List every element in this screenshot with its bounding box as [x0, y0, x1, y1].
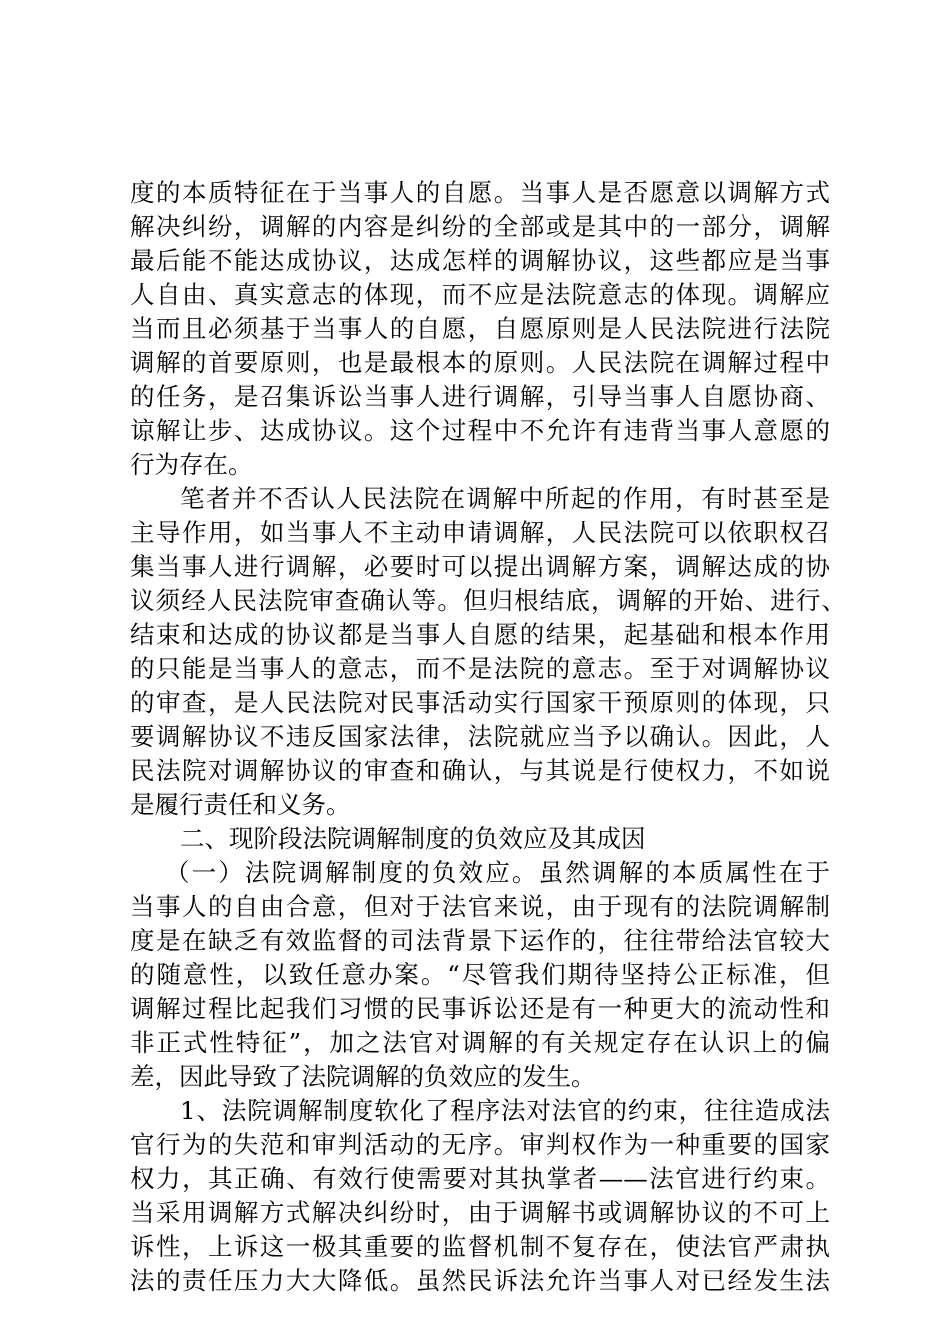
- text-line: 要调解协议不违反国家法律，法院就应当予以确认。因此，人: [130, 722, 830, 751]
- text-line: （一）法院调解制度的负效应。虽然调解的本质属性在于: [165, 858, 830, 887]
- text-line: 谅解让步、达成协议。这个过程中不允许有违背当事人意愿的: [130, 416, 830, 445]
- text-line: 人自由、真实意志的体现，而不应是法院意志的体现。调解应: [130, 280, 830, 309]
- text-line: 民法院对调解协议的审查和确认，与其说是行使权力，不如说: [130, 756, 830, 785]
- text-line: 的只能是当事人的意志，而不是法院的意志。至于对调解协议: [130, 654, 830, 683]
- text-line: 非正式性特征”，加之法官对调解的有关规定存在认识上的偏: [130, 1028, 830, 1057]
- text-line: 议须经人民法院审查确认等。但归根结底，调解的开始、进行、: [130, 586, 846, 615]
- text-line: 差，因此导致了法院调解的负效应的发生。: [130, 1062, 596, 1091]
- text-line: 法的责任压力大大降低。虽然民诉法允许当事人对已经发生法: [130, 1266, 830, 1295]
- text-line: 的任务，是召集诉讼当事人进行调解，引导当事人自愿协商、: [130, 382, 830, 411]
- text-line: 主导作用，如当事人不主动申请调解，人民法院可以依职权召: [130, 518, 830, 547]
- text-line: 官行为的失范和审判活动的无序。审判权作为一种重要的国家: [130, 1130, 830, 1159]
- text-line: 诉性，上诉这一极其重要的监督机制不复存在，使法官严肃执: [130, 1232, 830, 1261]
- text-line: 是履行责任和义务。: [130, 790, 351, 819]
- text-line: 权力，其正确、有效行使需要对其执掌者——法官进行约束。: [130, 1164, 830, 1193]
- text-line: 最后能不能达成协议，达成怎样的调解协议，这些都应是当事: [130, 246, 830, 275]
- text-line: 解决纠纷，调解的内容是纠纷的全部或是其中的一部分，调解: [130, 212, 830, 241]
- text-line: 行为存在。: [130, 450, 253, 479]
- text-line: 的审查，是人民法院对民事活动实行国家干预原则的体现，只: [130, 688, 830, 717]
- text-line: 1、法院调解制度软化了程序法对法官的约束，往往造成法: [180, 1096, 830, 1125]
- text-line: 度是在缺乏有效监督的司法背景下运作的，往往带给法官较大: [130, 926, 830, 955]
- text-line: 当采用调解方式解决纠纷时，由于调解书或调解协议的不可上: [130, 1198, 830, 1227]
- text-line: 笔者并不否认人民法院在调解中所起的作用，有时甚至是: [180, 484, 830, 513]
- text-line: 调解的首要原则，也是最根本的原则。人民法院在调解过程中: [130, 348, 830, 377]
- text-line: 度的本质特征在于当事人的自愿。当事人是否愿意以调解方式: [130, 178, 830, 207]
- text-line: 的随意性，以致任意办案。“尽管我们期待坚持公正标准，但: [130, 960, 830, 989]
- text-line: 结束和达成的协议都是当事人自愿的结果，起基础和根本作用: [130, 620, 830, 649]
- text-line: 调解过程比起我们习惯的民事诉讼还是有一种更大的流动性和: [130, 994, 830, 1023]
- text-line: 当事人的自由合意，但对于法官来说，由于现有的法院调解制: [130, 892, 830, 921]
- heading-text: 二、现阶段法院调解制度的负效应及其成因: [180, 824, 646, 853]
- text-line: 当而且必须基于当事人的自愿，自愿原则是人民法院进行法院: [130, 314, 830, 343]
- text-line: 集当事人进行调解，必要时可以提出调解方案，调解达成的协: [130, 552, 830, 581]
